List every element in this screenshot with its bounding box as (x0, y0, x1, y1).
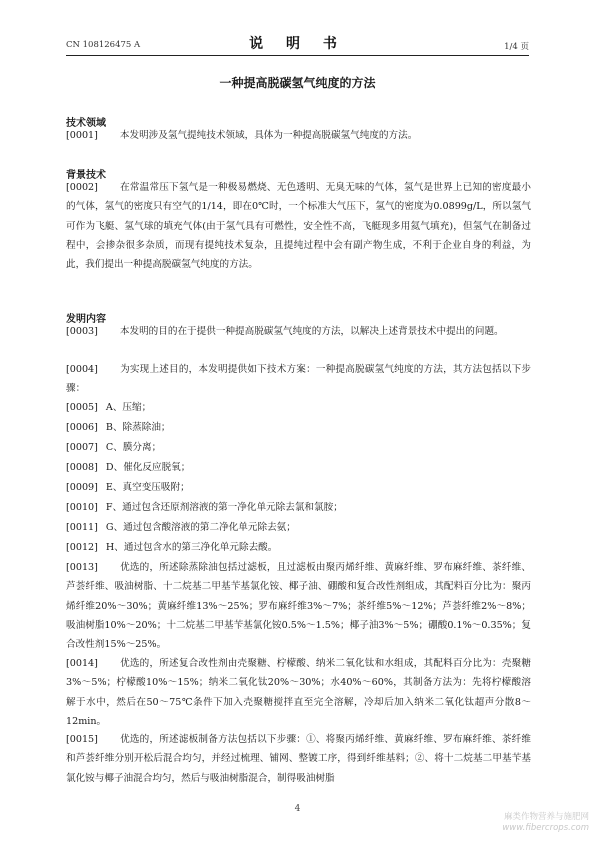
paragraph-number: [0012] (66, 542, 98, 553)
section-heading-tech-field: 技术领域 (66, 118, 106, 129)
paragraph-0010 (66, 498, 531, 517)
paragraph-number: [0006] (66, 422, 98, 433)
paragraph-text: G、通过包含酸溶液的第二净化单元除去氨； (105, 522, 296, 533)
paragraph-0013 (66, 558, 531, 654)
paragraph-text: 本发明涉及氢气提纯技术领域，具体为一种提高脱碳氢气纯度的方法。 (119, 130, 418, 141)
paragraph-text: 为实现上述目的，本发明提供如下技术方案：一种提高脱碳氢气纯度的方法，其方法包括以下步骤： (66, 364, 531, 395)
paragraph-0005 (66, 398, 531, 417)
paragraph-text: F、通过包含还原剂溶液的第一净化单元除去氯和氯胺； (105, 502, 343, 513)
paragraph-number: [0003] (66, 326, 98, 337)
paragraph-text: 在常温常压下氢气是一种极易燃烧、无色透明、无臭无味的气体，氢气是世界上已知的密度最小的气体，氢气的密度只有空气的1/14，即在0℃时，一个标准大气压下，氢气的密度为0.0899g/L，所以氢气可作为飞艇、氢气球的填充气体(由于氢气具有可燃性，安全性不高，飞艇现多用氦气填充)，但氢气在制备过程中，会掺杂很多杂质，而现有提纯技术复杂，且提纯过程中会有副产物生成，不利于企业自身的利益，为此，我们提出一种提高脱碳氢气纯度的方法。 (66, 182, 531, 271)
watermark-site-name: 麻类作物营养与施肥网 (503, 812, 589, 822)
paragraph-0004 (66, 360, 531, 399)
paragraph-0008 (66, 458, 531, 477)
page-number: 4 (294, 804, 301, 814)
header-rule (66, 55, 529, 56)
paragraph-number: [0009] (66, 482, 98, 493)
paragraph-text: 优选的，所述滤板制备方法包括以下步骤：①、将聚丙烯纤维、黄麻纤维、罗布麻纤维、茶纤维和芦荟纤维分别开松后混合均匀，并经过梳理、铺网、整镀工序，得到纤维基料；②、将十二烷基二甲基苄基氯化铵与椰子油混合均匀，然后与吸油树脂混合，制得吸油树脂 (66, 734, 531, 784)
paragraph-0002 (66, 178, 531, 274)
invention-title: 一种提高脱碳氢气纯度的方法 (219, 76, 376, 90)
paragraph-0001 (66, 126, 531, 145)
paragraph-text: 优选的，所述复合改性剂由壳聚糖、柠檬酸、纳米二氧化钛和水组成，其配料百分比为：壳聚糖3%～5%；柠檬酸10%～15%；纳米二氧化钛20%～30%；水40%～60%，其制备方法为：先将柠檬酸溶解于水中，然后在50～75℃条件下加入壳聚糖搅拌直至完全溶解，冷却后加入纳米二氧化钛超声分散8～12min。 (66, 658, 531, 727)
paragraph-text: D、催化反应脱氧； (105, 462, 191, 473)
paragraph-0009 (66, 478, 531, 497)
paragraph-text: H、通过包含水的第三净化单元除去酸。 (105, 542, 278, 553)
paragraph-text: 本发明的目的在于提供一种提高脱碳氢气纯度的方法，以解决上述背景技术中提出的问题。 (119, 326, 504, 337)
paragraph-number: [0005] (66, 402, 98, 413)
section-heading-background: 背景技术 (66, 170, 106, 181)
paragraph-0006 (66, 418, 531, 437)
paragraph-number: [0014] (66, 658, 98, 669)
paragraph-text: B、除蒸除油； (105, 422, 171, 433)
paragraph-number: [0013] (66, 562, 98, 573)
patent-number: CN 108126475 A (66, 40, 141, 50)
paragraph-0003 (66, 322, 531, 341)
paragraph-number: [0001] (66, 130, 98, 141)
paragraph-0011 (66, 518, 531, 537)
paragraph-number: [0010] (66, 502, 98, 513)
paragraph-text: A、压缩； (105, 402, 152, 413)
document-type-title: 说 明 书 (249, 36, 346, 52)
paragraph-text: 优选的，所述除蒸除油包括过滤板，且过滤板由聚丙烯纤维、黄麻纤维、罗布麻纤维、茶纤维、芦荟纤维、吸油树脂、十二烷基二甲基苄基氯化铵、椰子油、硼酸和复合改性剂组成，其配料百分比为：聚丙烯纤维20%～30%；黄麻纤维13%～25%；罗布麻纤维3%～7%；茶纤维5%～12%；芦荟纤维2%～8%；吸油树脂10%～20%；十二烷基二甲基苄基氯化铵0.5%～1.5%；椰子油3%～5%；硼酸0.1%～0.35%；复合改性剂15%～25%。 (66, 562, 531, 651)
paragraph-number: [0011] (66, 522, 98, 533)
section-heading-content: 发明内容 (66, 314, 106, 325)
page-indicator: 1/4 页 (504, 42, 529, 52)
paragraph-number: [0004] (66, 364, 98, 375)
paragraph-number: [0007] (66, 442, 98, 453)
watermark-url: www.fibercrops.com (502, 823, 589, 833)
paragraph-0015 (66, 730, 531, 788)
paragraph-number: [0002] (66, 182, 98, 193)
paragraph-0012 (66, 538, 531, 557)
paragraph-number: [0015] (66, 734, 98, 745)
paragraph-0014 (66, 654, 531, 731)
paragraph-0007 (66, 438, 531, 457)
paragraph-number: [0008] (66, 462, 98, 473)
paragraph-text: E、真空变压吸附； (105, 482, 190, 493)
paragraph-text: C、膜分离； (105, 442, 162, 453)
